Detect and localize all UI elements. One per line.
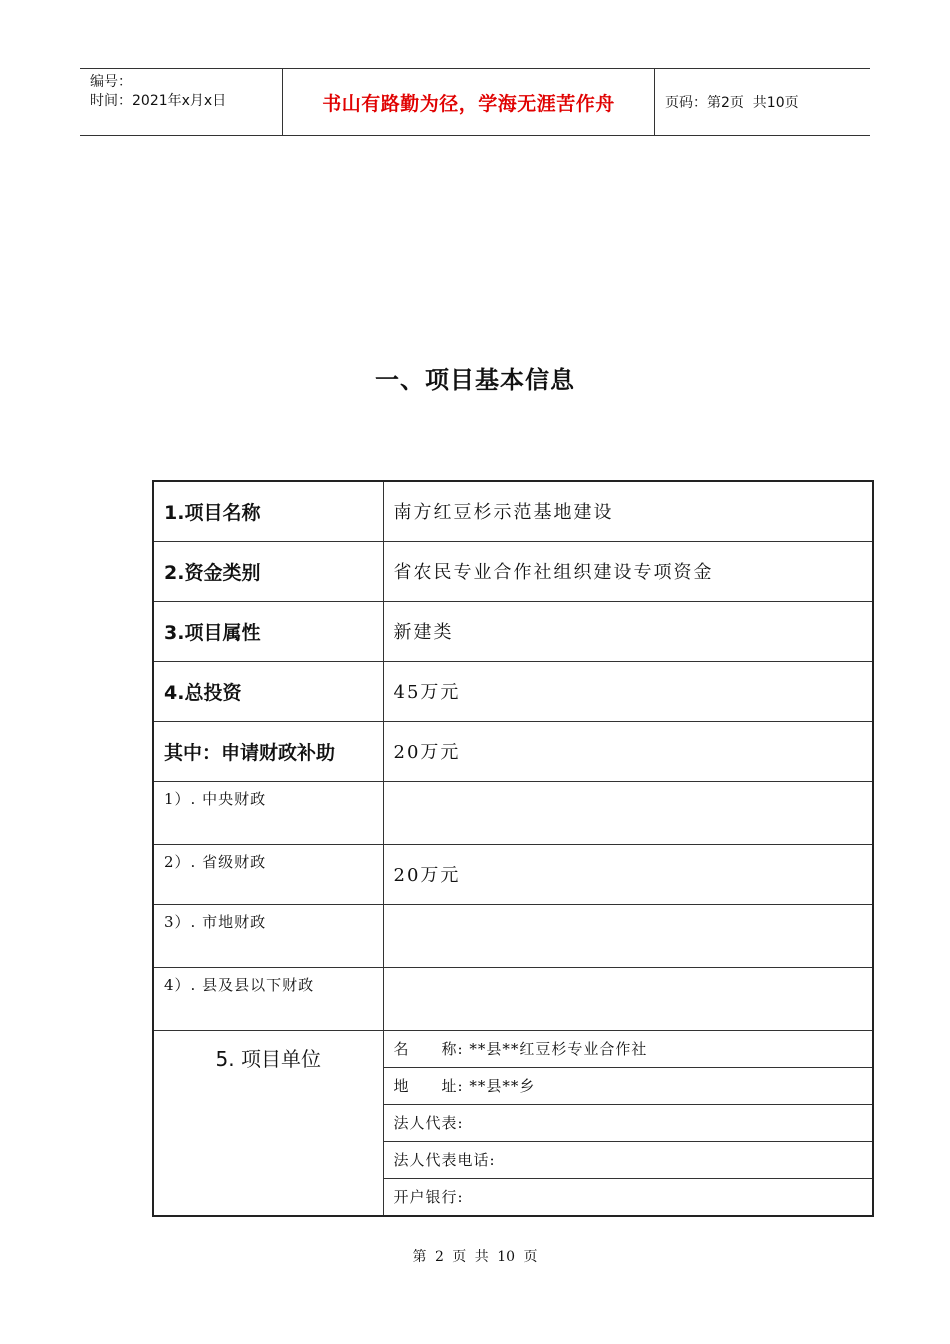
provincial-finance-value: 20万元 (383, 844, 873, 904)
fund-category-value: 省农民专业合作社组织建设专项资金 (383, 541, 873, 601)
unit-name: 名 称: **县**红豆杉专业合作社 (383, 1030, 873, 1067)
table-row (153, 541, 873, 601)
total-investment-value: 45万元 (383, 661, 873, 721)
table-row (153, 967, 873, 1030)
table-row (153, 721, 873, 781)
unit-legal-rep: 法人代表: (383, 1104, 873, 1141)
doc-number-label: 编号： (90, 74, 132, 90)
table-row (153, 1030, 873, 1067)
subsidy-value: 20万元 (383, 721, 873, 781)
table-row (153, 781, 873, 844)
provincial-finance-label: 2）. 省级财政 (153, 844, 383, 904)
table-row (153, 904, 873, 967)
table-row (153, 481, 873, 541)
city-finance-value (383, 904, 873, 967)
county-finance-label: 4）. 县及县以下财政 (153, 967, 383, 1030)
central-finance-value (383, 781, 873, 844)
header-page-info (655, 69, 870, 135)
project-name-value: 南方红豆杉示范基地建设 (383, 481, 873, 541)
city-finance-label: 3）. 市地财政 (153, 904, 383, 967)
table-row (153, 661, 873, 721)
central-finance-label: 1）. 中央财政 (153, 781, 383, 844)
project-name-label: 1.项目名称 (153, 481, 383, 541)
page-footer: 第 2 页 共 10 页 (412, 1249, 538, 1265)
project-type-label: 3.项目属性 (153, 601, 383, 661)
table-row (153, 601, 873, 661)
page-header (80, 68, 870, 136)
total-investment-label: 4.总投资 (153, 661, 383, 721)
header-meta (80, 69, 282, 135)
doc-date-label: 时间：2021年x月x日 (90, 93, 227, 109)
header-page-info-text: 页码：第2页 共10页 (665, 95, 799, 111)
unit-legal-phone: 法人代表电话: (383, 1141, 873, 1178)
unit-address: 地 址: **县**乡 (383, 1067, 873, 1104)
unit-bank: 开户银行: (383, 1178, 873, 1216)
fund-category-label: 2.资金类别 (153, 541, 383, 601)
project-unit-label: 5. 项目单位 (153, 1030, 383, 1216)
table-row (153, 844, 873, 904)
project-type-value: 新建类 (383, 601, 873, 661)
header-motto: 书山有路勤为径，学海无涯苦作舟 (282, 69, 655, 135)
subsidy-label: 其中：申请财政补助 (153, 721, 383, 781)
section-title: 一、项目基本信息 (375, 366, 575, 394)
county-finance-value (383, 967, 873, 1030)
project-info-table (152, 480, 874, 1217)
